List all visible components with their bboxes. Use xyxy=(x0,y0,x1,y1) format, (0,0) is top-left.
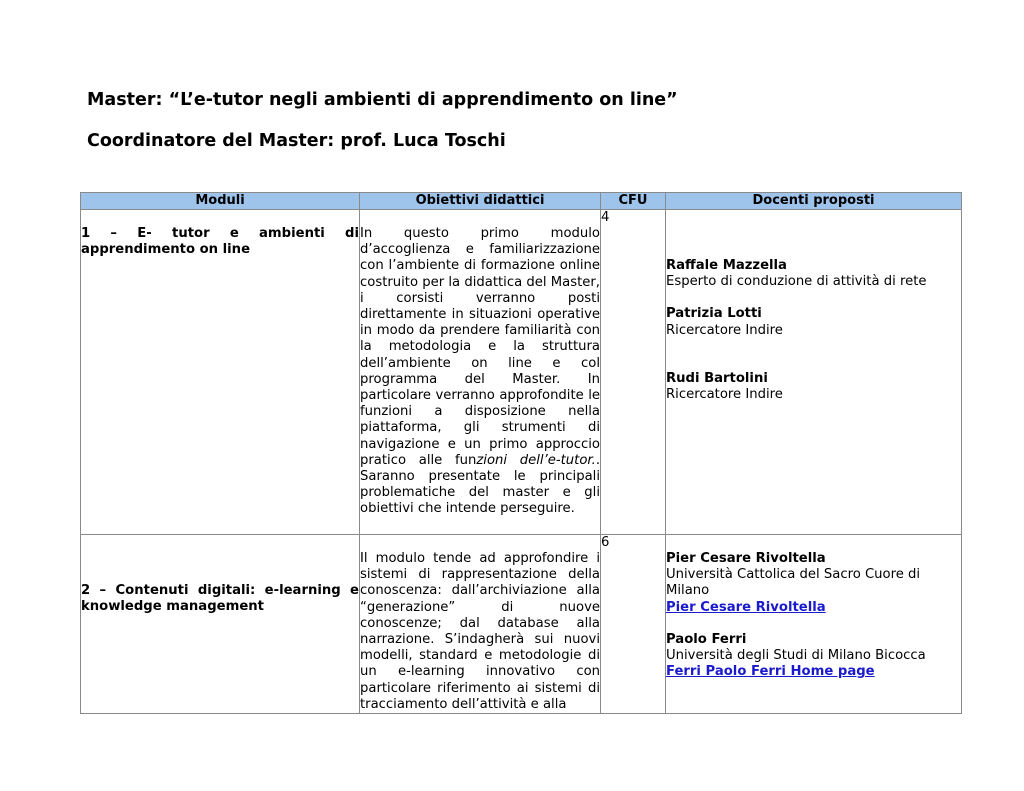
teacher-name: Rudi Bartolini xyxy=(666,370,768,386)
objectives-text: Il modulo tende ad approfondire i sistemi di rappresentazione della conoscenza: dall’archiviazione alla “generazione” di nuove conoscenze; dal database alla narrazione. S’indagherà sui nuovi modelli, standard e metodologie di un e-learning innovativo con particolare riferimento ai sistemi di tracciamento dell’attività e alla xyxy=(360,551,600,712)
teacher-homepage-link[interactable]: Pier Cesare Rivoltella xyxy=(666,599,826,615)
teacher-role: Ricercatore Indire xyxy=(666,322,783,338)
module-title: 1 – E- tutor e ambienti di apprendimento on line xyxy=(81,226,359,258)
cfu-cell xyxy=(601,535,666,714)
teacher-role: Università degli Studi di Milano Bicocca xyxy=(666,648,926,664)
teacher-name: Paolo Ferri xyxy=(666,631,747,647)
teacher-role: Ricercatore Indire xyxy=(666,387,783,403)
column-header-cfu: CFU xyxy=(601,193,666,210)
column-header-moduli: Moduli xyxy=(81,193,360,210)
objectives-cell xyxy=(360,210,601,535)
column-header-obiettivi: Obiettivi didattici xyxy=(360,193,601,210)
teachers-cell xyxy=(666,535,962,714)
teacher-name: Patrizia Lotti xyxy=(666,306,762,322)
table-header-row xyxy=(81,193,962,210)
coordinator-line: Coordinatore del Master: prof. Luca Toschi xyxy=(87,131,506,151)
module-cell xyxy=(81,210,360,535)
course-table xyxy=(80,192,962,714)
column-header-docenti: Docenti proposti xyxy=(666,193,962,210)
cfu-value: 6 xyxy=(601,535,610,550)
module-title: 2 – Contenuti digitali: e-learning e knowledge management xyxy=(81,583,359,615)
teacher-role: Esperto di conduzione di attività di rete xyxy=(666,274,927,290)
table-row xyxy=(81,210,962,535)
teacher-name: Raffale Mazzella xyxy=(666,258,787,273)
objectives-cell xyxy=(360,535,601,714)
teacher-role: Università Cattolica del Sacro Cuore di Milano xyxy=(666,567,921,599)
cfu-cell xyxy=(601,210,666,535)
cfu-value: 4 xyxy=(601,210,610,225)
teachers-cell xyxy=(666,210,962,535)
teacher-homepage-link[interactable]: Ferri Paolo Ferri Home page xyxy=(666,664,875,680)
teacher-name: Pier Cesare Rivoltella xyxy=(666,551,826,566)
document-title: Master: “L’e-tutor negli ambienti di apprendimento on line” xyxy=(87,90,678,110)
objectives-tail-text: . Saranno presentate le principali problematiche del master e gli obiettivi che intende perseguire. xyxy=(360,452,601,517)
objectives-italic-text: zioni dell’e-tutor. xyxy=(476,452,596,468)
table-row xyxy=(81,535,962,714)
module-cell xyxy=(81,535,360,714)
objectives-text: In questo primo modulo d’accoglienza e familiarizzazione con l’ambiente di formazione online costruito per la didattica del Master, i corsisti verranno posti direttamente in situazioni operative in modo da prendere familiarità con la metodologia e la struttura dell’ambiente on line e col programma del Master. In particolare verranno approfondite le funzioni a disposizione nella piattaforma, gli strumenti di navigazione e un primo approccio pratico alle fun xyxy=(360,226,600,468)
